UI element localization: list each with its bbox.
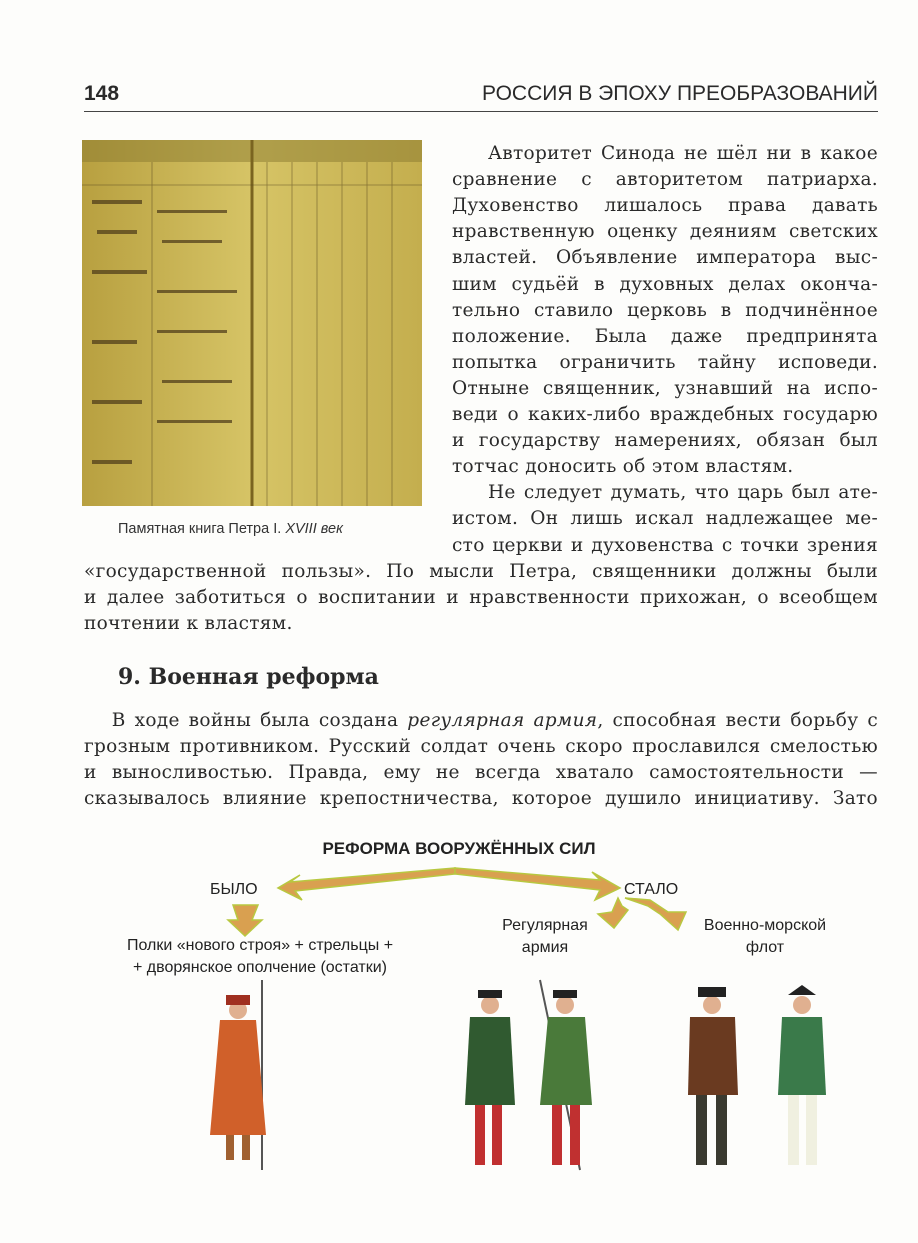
diagram-before: БЫЛО xyxy=(210,881,258,898)
text-line: Не следует думать, что царь был ате- xyxy=(488,482,878,504)
text-line: сто церкви и духовенства с точки зрения xyxy=(452,534,878,556)
text-line: шим судьёй в духовных делах оконча- xyxy=(452,273,878,295)
section-heading: 9. Военная реформа xyxy=(118,664,379,690)
text-line: Авторитет Синода не шёл ни в какое xyxy=(488,143,878,164)
text-line: почтении к властям. xyxy=(84,613,293,634)
text-line: истом. Он лишь искал надлежащее ме- xyxy=(452,508,878,530)
text-line: тотчас доносить об этом властям. xyxy=(452,456,794,478)
arrow-to-bylo xyxy=(278,868,455,900)
text-line: положение. Была даже предпринята xyxy=(452,325,878,347)
diagram-before-detail: Полки «нового строя» + стрельцы + + дворянское ополчение (остатки) xyxy=(126,937,394,976)
text-line: веди о каких-либо враждебных государю xyxy=(452,404,878,425)
arrow-down-bylo xyxy=(228,905,262,936)
text-line: тельно ставило церковь в подчинённое xyxy=(452,299,878,321)
navy-soldiers-figure xyxy=(688,985,826,1165)
text-line: Отныне священник, узнавший на испо- xyxy=(452,377,878,399)
streltsy-soldier-figure xyxy=(210,980,266,1170)
paragraph-line: В ходе войны была создана регулярная армия, способная вести борьбу с xyxy=(111,710,878,731)
text-line: сказывалось влияние крепостничества, которое душило инициативу. Зато xyxy=(84,788,878,809)
diagram-after: СТАЛО xyxy=(624,881,679,898)
term-regular-army: регулярная армия xyxy=(407,710,598,731)
text-line: и государству намерениях, обязан был xyxy=(452,430,878,452)
diagram-regular-army: Регулярная армия xyxy=(502,917,588,956)
regular-army-soldiers-figure xyxy=(465,980,592,1170)
arrow-to-stalo xyxy=(455,868,620,900)
text-line: попытка ограничить тайну исповеди. xyxy=(452,351,878,373)
diagram-title: РЕФОРМА ВООРУЖЁННЫХ СИЛ xyxy=(322,839,596,858)
figure-caption: Памятная книга Петра I. XVIII век xyxy=(118,521,343,537)
text-line: сравнение с авторитетом патриарха. xyxy=(452,169,878,191)
text-line: и выносливостью. Правда, ему не всегда хватало самостоятельности — xyxy=(84,762,878,783)
running-title: РОССИЯ В ЭПОХУ ПРЕОБРАЗОВАНИЙ xyxy=(482,82,878,105)
text-line: Духовенство лишалось права давать xyxy=(452,195,878,217)
text-line: грозным противником. Русский солдат очень скоро прославился смелостью xyxy=(84,736,878,757)
text-line: и далее заботиться о воспитании и нравственности прихожан, о всеобщем xyxy=(84,587,878,608)
diagram-navy: Военно-морской флот xyxy=(703,917,827,956)
arrow-to-navy xyxy=(625,898,686,930)
text-line: нравственную оценку деяниям светских xyxy=(452,221,878,243)
soldier-illustrations xyxy=(0,975,918,1175)
text-line: властей. Объявление императора выс- xyxy=(452,247,878,269)
page-number: 148 xyxy=(84,82,120,105)
text-line: «государственной пользы». По мысли Петра, священники должны были xyxy=(84,561,878,582)
